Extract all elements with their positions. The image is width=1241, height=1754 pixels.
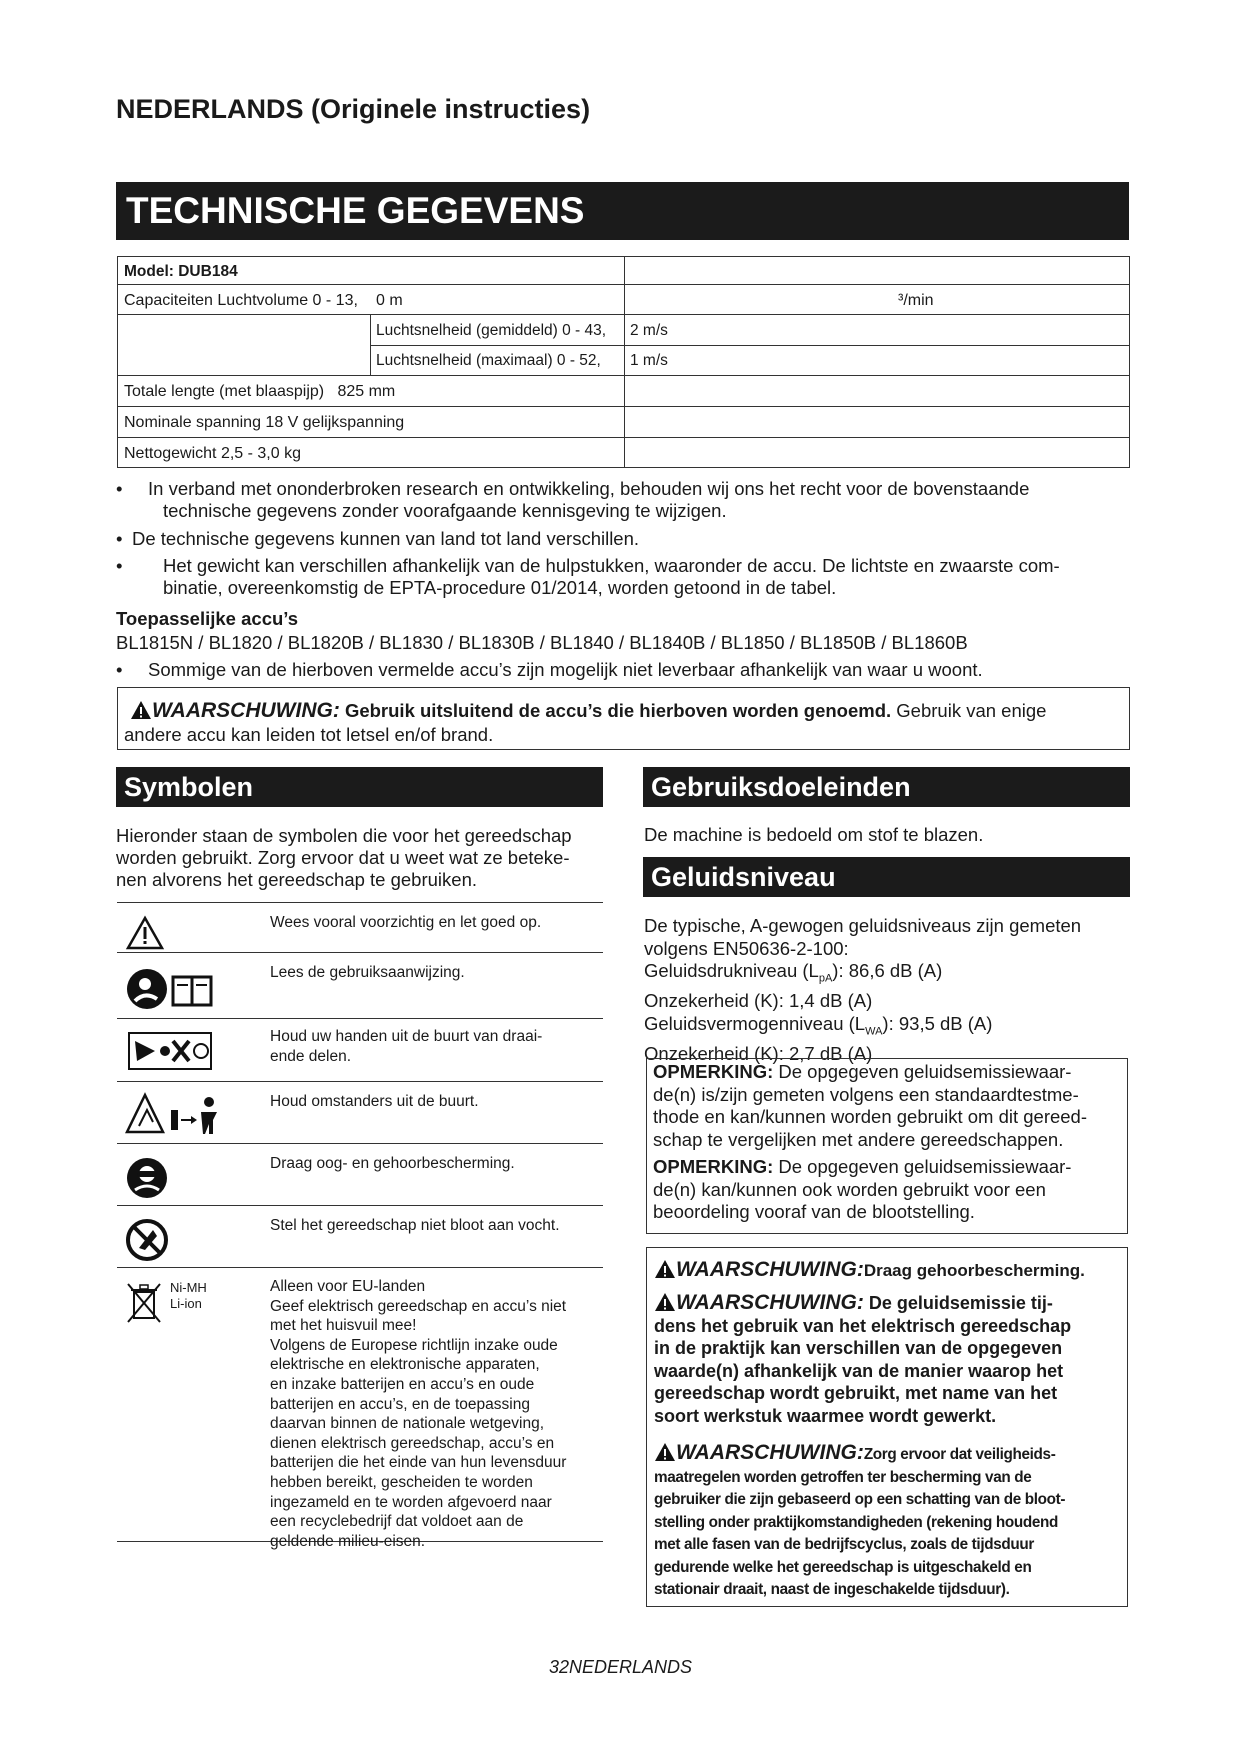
- spec-speed-avg-label: Luchtsnelheid (gemiddeld) 0 - 43,: [376, 322, 607, 339]
- symbols-intro: [116, 825, 572, 891]
- spec-voltage: Nominale spanning 18 V gelijkspanning: [124, 414, 405, 431]
- symbol-text: Houd omstanders uit de buurt.: [270, 1093, 479, 1110]
- spec-capacity-unit: ³/min: [898, 292, 934, 309]
- symbol-text-line: elektrische en elektronische apparaten,: [270, 1356, 540, 1374]
- noise-values: [644, 915, 1081, 1065]
- warning-line: soort werkstuk waarmee wordt gewerkt.: [654, 1405, 997, 1426]
- battery-type-label: Ni-MH: [170, 1280, 207, 1295]
- warning-line: gedurende welke het gereedschap is uitgeschakeld en: [654, 1558, 1032, 1576]
- warning-line: dens het gebruik van het elektrisch gereedschap: [654, 1315, 1072, 1336]
- read-manual-icon: [125, 965, 215, 1013]
- note-line: Het gewicht kan verschillen afhankelijk van de hulpstukken, waaronder de accu. De lichtste en zwaarste com-: [163, 555, 1060, 576]
- warning-noise-emission: WAARSCHUWING: De geluidsemissie tij- dens het gebruik van het elektrisch gereedschap in de praktijk kan verschillen van de opgegeven waarde(n) afhankelijk van de manier waarop het gereedschap wordt gebruikt, met name van het soort werkstuk waarmee wordt gewerkt.: [654, 1291, 1072, 1426]
- battery-type-label: Li-ion: [170, 1296, 202, 1311]
- spec-model: Model: DUB184: [124, 263, 238, 280]
- warning-bold-text: Gebruik uitsluitend de accu’s die hierboven worden genoemd.: [344, 700, 892, 721]
- noise-warnings-box: [646, 1247, 1128, 1607]
- language-title: NEDERLANDS (Originele instructies): [116, 94, 591, 124]
- warning-triangle-icon: [130, 700, 152, 720]
- symbol-text-line: ende delen.: [270, 1048, 352, 1065]
- batteries-note: Sommige van de hierboven vermelde accu’s zijn mogelijk niet leverbaar afhankelijk van waar u woont.: [148, 659, 983, 680]
- noise-line: volgens EN50636-2-100:: [644, 937, 849, 959]
- symbol-text-line: met het huisvuil mee!: [270, 1317, 417, 1335]
- warning-line2: andere accu kan leiden tot letsel en/of brand.: [124, 724, 494, 745]
- warning-line: met alle fasen van de bedrijfscyclus, zoals de tijdsduur: [654, 1536, 1034, 1553]
- noise-lwa: Geluidsvermogenniveau $(L_{WA})$: 93,5 dB (A): [644, 1012, 993, 1038]
- noise-line: De typische, A-gewogen geluidsniveaus zijn gemeten: [644, 915, 1082, 936]
- intro-line: worden gebruikt. Zorg ervoor dat u weet wat ze beteke-: [116, 847, 570, 868]
- warning-triangle-icon: [654, 1442, 676, 1462]
- noise-uncertainty: Onzekerheid (K): 2,7 dB (A): [644, 1042, 873, 1064]
- warning-line: in de praktijk kan verschillen van de opgegeven: [654, 1338, 1063, 1358]
- spec-speed-max-label: Luchtsnelheid (maximaal) 0 - 52,: [376, 352, 601, 369]
- battery-type-labels: [170, 1280, 207, 1312]
- spec-speed-max-value: 1 m/s: [630, 352, 668, 369]
- symbol-row: [117, 902, 603, 953]
- warning-triangle-icon: [654, 1292, 676, 1312]
- warning-line: gebruiker die zijn gebaseerd op een schatting van de bloot-: [654, 1491, 1066, 1508]
- note-line: de(n) is/zijn gemeten volgens een standaardtestme-: [653, 1083, 1079, 1105]
- note2: OPMERKING: De opgegeven geluidsemissiewaar-: [653, 1155, 1072, 1177]
- intro-line: nen alvorens het gereedschap te gebruiken.: [116, 869, 478, 890]
- note-line: beoordeling vooraf van de blootstelling.: [653, 1201, 975, 1223]
- note1: OPMERKING: De opgegeven geluidsemissiewaar-: [653, 1061, 1072, 1082]
- note-line: de(n) kan/kunnen ook worden gebruikt voor een: [653, 1178, 1046, 1200]
- note-line: De technische gegevens kunnen van land tot land verschillen.: [132, 528, 640, 549]
- symbol-text-line: geldende milieu-eisen.: [270, 1532, 426, 1550]
- batteries-heading: Toepasselijke accu’s: [116, 608, 299, 629]
- symbol-text-line: batterijen die het einde van hun levensduur: [270, 1454, 567, 1472]
- symbol-text-line: batterijen en accu’s, en de toepassing: [270, 1395, 530, 1413]
- usage-heading: Gebruiksdoeleinden: [643, 767, 1130, 807]
- batteries-list: BL1815N / BL1820 / BL1820B / BL1830 / BL1830B / BL1840 / BL1840B / BL1850 / BL1850B / BL1860B: [116, 632, 968, 653]
- warning-line: waarde(n) afhankelijk van de manier waarop het: [654, 1360, 1064, 1381]
- no-moisture-icon: [125, 1218, 169, 1262]
- symbol-text-line: Volgens de Europese richtlijn inzake oude: [270, 1336, 558, 1354]
- symbol-row: [117, 1081, 603, 1144]
- symbol-text-line: ingezameld en te worden afgevoerd naar: [270, 1493, 552, 1511]
- warning-line: stationair draait, naast de ingeschakelde tijdsduur).: [654, 1581, 1010, 1598]
- eye-ear-protection-icon: [125, 1156, 169, 1200]
- warning-normal-text: Gebruik van enige: [896, 700, 1047, 721]
- symbol-text-line: dienen elektrisch gereedschap, accu’s en: [270, 1434, 555, 1452]
- spec-table: [117, 256, 1130, 468]
- symbol-text-line: hebben bereikt, gescheiden te worden: [270, 1473, 533, 1491]
- symbol-text: Draag oog- en gehoorbescherming.: [270, 1155, 515, 1172]
- rotating-parts-icon: [125, 1031, 215, 1071]
- note-line: binatie, overeenkomstig de EPTA-procedure 01/2014, worden getoond in de tabel.: [163, 577, 837, 598]
- note-line: technische gegevens zonder voorafgaande kennisgeving te wijzigen.: [163, 500, 727, 521]
- spec-speed-avg-value: 2 m/s: [630, 322, 668, 339]
- warning-triangle-icon: [654, 1259, 676, 1279]
- warning-safety-measures: WAARSCHUWING:Zorg ervoor dat veiligheids- maatregelen worden getroffen ter bescherming van de gebruiker die zijn gebaseerd op een schatting van de bloot- stelling onder praktijkomstandigheden (rekening houdend met alle fasen van de bedrijfscyclus, zoals de tijdsduur gedurende welke het gereedschap is uitgeschakeld en stationair draait, naast de ingeschakelde tijdsduur).: [654, 1442, 1065, 1602]
- symbol-row: [117, 1267, 603, 1550]
- symbol-row: [117, 1018, 603, 1082]
- usage-text: De machine is bedoeld om stof te blazen.: [644, 824, 984, 845]
- battery-warning-box: [117, 687, 1130, 750]
- crossed-bin-icon: [125, 1280, 163, 1324]
- warning-line: maatregelen worden getroffen ter bescherming van de: [654, 1468, 1032, 1486]
- spec-capacity-label: Capaciteiten Luchtvolume 0 - 13,: [124, 292, 358, 309]
- noise-uncertainty: Onzekerheid (K): 1,4 dB (A): [644, 990, 873, 1012]
- caution-triangle-icon: [125, 915, 165, 951]
- warning-line: stelling onder praktijkomstandigheden (rekening houdend: [654, 1513, 1059, 1531]
- noise-heading: Geluidsniveau: [643, 857, 1130, 897]
- note-line: thode en kan/kunnen worden gebruikt om dit gereed-: [653, 1106, 1088, 1128]
- spec-weight: Nettogewicht 2,5 - 3,0 kg: [124, 445, 301, 462]
- symbol-row: [117, 952, 603, 1019]
- note-line: In verband met ononderbroken research en ontwikkeling, behouden wij ons het recht voor de bovenstaande: [148, 478, 1030, 499]
- spec-capacity-value: 0 m: [376, 292, 403, 309]
- warning-word: WAARSCHUWING:: [152, 699, 340, 722]
- symbol-text-line: Houd uw handen uit de buurt van draai-: [270, 1028, 543, 1045]
- symbol-text-line: en inzake batterijen en accu’s en oude: [270, 1375, 535, 1393]
- symbol-text: [270, 1027, 590, 1067]
- symbol-text: Lees de gebruiksaanwijzing.: [270, 964, 465, 981]
- noise-lpa: Geluidsdrukniveau $(L_{pA})$: 86,6 dB (A): [644, 960, 943, 985]
- symbol-row: [117, 1205, 603, 1268]
- page-footer: 32NEDERLANDS: [548, 1657, 693, 1677]
- symbol-text: Wees vooral voorzichtig en let goed op.: [270, 914, 542, 931]
- symbols-heading: Symbolen: [116, 767, 603, 807]
- noise-notes-box: [646, 1058, 1128, 1234]
- symbol-text: Stel het gereedschap niet bloot aan vocht.: [270, 1217, 560, 1234]
- warning-ear-protection: WAARSCHUWING:Draag gehoorbescherming.: [654, 1258, 1085, 1282]
- intro-line: Hieronder staan de symbolen die voor het gereedschap: [116, 825, 572, 846]
- note-line: schap te vergelijken met andere gereedschappen.: [653, 1129, 1064, 1151]
- symbol-text-line: Alleen voor EU-landen: [270, 1278, 426, 1295]
- symbol-text: [270, 1277, 590, 1551]
- symbol-row: [117, 1143, 603, 1206]
- spec-length: Totale lengte (met blaaspijp) 825 mm: [124, 383, 396, 400]
- keep-bystanders-away-icon: [125, 1092, 225, 1136]
- symbol-text-line: daarvan binnen de nationale wetgeving,: [270, 1415, 545, 1433]
- symbol-text-line: Geef elektrisch gereedschap en accu’s niet: [270, 1297, 567, 1315]
- warning-line: gereedschap wordt gebruikt, met name van het: [654, 1383, 1058, 1403]
- symbol-text-line: een recyclebedrijf dat voldoet aan de: [270, 1513, 524, 1531]
- tech-heading: TECHNISCHE GEGEVENS: [116, 182, 1129, 240]
